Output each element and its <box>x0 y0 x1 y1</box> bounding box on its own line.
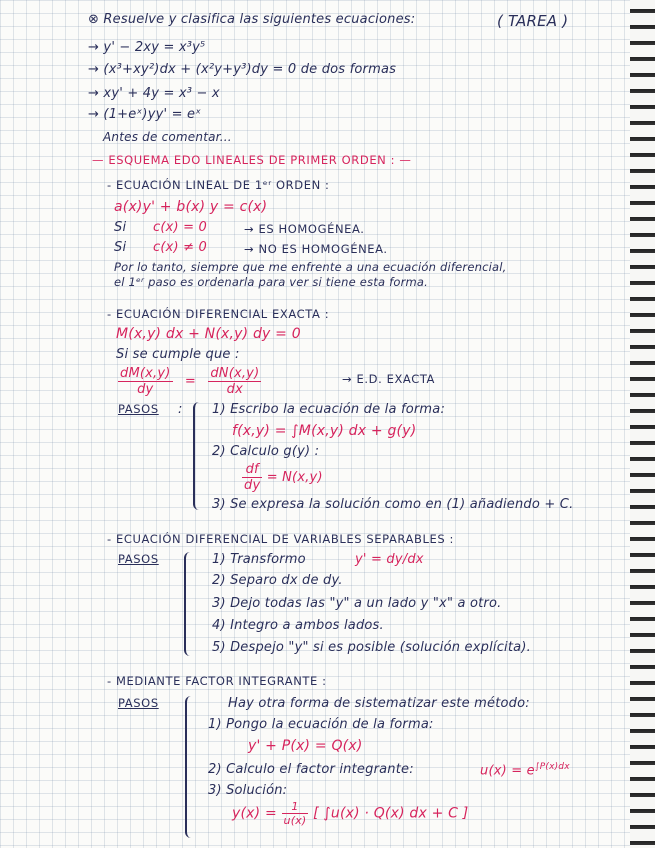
integrating-factor-heading: - MEDIANTE FACTOR INTEGRANTE : <box>107 674 327 688</box>
separable-step-2: 2) Separo dx de dy. <box>212 573 343 588</box>
spiral-binding <box>630 0 655 848</box>
exact-result: → E.D. EXACTA <box>342 372 436 386</box>
note-line-1: Por lo tanto, siempre que me enfrente a una ecuación diferencial, <box>114 260 507 274</box>
steps-brace <box>193 402 203 510</box>
nonhomogeneous-result: → NO ES HOMOGÉNEA. <box>244 242 388 256</box>
exercise-1: → y' − 2xy = x³y⁵ <box>88 40 206 55</box>
integrating-factor-formula <box>480 762 570 778</box>
integrating-step-1-formula: y' + P(x) = Q(x) <box>248 738 363 754</box>
exact-step-3: 3) Se expresa la solución como en (1) añadiendo + C. <box>212 497 574 512</box>
note-line-2: el 1ᵉʳ paso es ordenarla para ver si tiene esta forma. <box>114 275 429 289</box>
steps-label: PASOS <box>118 402 159 416</box>
df-numerator: df <box>242 462 262 478</box>
separable-heading: - ECUACIÓN DIFERENCIAL DE VARIABLES SEPARABLES : <box>107 532 455 546</box>
exact-step-1: 1) Escribo la ecuación de la forma: <box>212 402 446 417</box>
separable-step-1: 1) Transformo <box>212 552 306 567</box>
dm-denominator: dy <box>137 382 154 397</box>
homogeneous-condition: c(x) = 0 <box>153 220 208 235</box>
solution-lhs: y(x) = <box>232 805 277 822</box>
exact-step-1-formula: f(x,y) = ∫M(x,y) dx + g(y) <box>232 423 417 439</box>
si-label: Si <box>114 240 127 255</box>
steps-brace <box>185 696 195 838</box>
exercise-4: → (1+eˣ)yy' = eˣ <box>88 107 202 122</box>
integrating-step-1: 1) Pongo la ecuación de la forma: <box>208 717 434 732</box>
linear-heading: - ECUACIÓN LINEAL DE 1ᵉʳ ORDEN : <box>107 178 330 192</box>
steps-brace <box>184 552 194 656</box>
exact-step-2-formula <box>242 462 323 493</box>
linear-equation: a(x)y' + b(x) y = c(x) <box>114 199 268 215</box>
steps-colon: : <box>178 402 183 417</box>
separable-step-5: 5) Despejo "y" si es posible (solución explícita). <box>212 640 531 655</box>
separable-step-4: 4) Integro a ambos lados. <box>212 618 384 633</box>
homework-label: ( TAREA ) <box>497 12 569 30</box>
df-equals: = N(x,y) <box>266 470 323 485</box>
intro-line: ⊗ Resuelve y clasifica las siguientes ecuaciones: <box>88 12 416 27</box>
solution-formula <box>232 800 468 827</box>
nonhomogeneous-condition: c(x) ≠ 0 <box>153 240 208 255</box>
exact-equation: M(x,y) dx + N(x,y) dy = 0 <box>116 326 301 342</box>
solution-denominator: u(x) <box>283 814 307 827</box>
integrating-step-2: 2) Calculo el factor integrante: <box>208 762 414 777</box>
homogeneous-result: → ES HOMOGÉNEA. <box>244 222 365 236</box>
condition-intro: Si se cumple que : <box>116 347 240 362</box>
solution-integral: [ ∫u(x) · Q(x) dx + C ] <box>313 805 469 822</box>
section-title: — ESQUEMA EDO LINEALES DE PRIMER ORDEN : — <box>92 153 412 167</box>
df-denominator: dy <box>244 478 261 493</box>
dn-denominator: dx <box>226 382 244 397</box>
dn-numerator: dN(x,y) <box>210 366 260 381</box>
steps-label: PASOS <box>118 552 159 566</box>
separable-step-3: 3) Dejo todas las "y" a un lado y "x" a otro. <box>212 596 502 611</box>
integrating-step-3: 3) Solución: <box>208 783 288 798</box>
dm-numerator: dM(x,y) <box>120 366 171 381</box>
equals-sign: = <box>184 374 196 389</box>
before-commenting: Antes de comentar... <box>103 130 232 144</box>
separable-step-1-formula: y' = dy/dx <box>355 552 424 567</box>
si-label: Si <box>114 220 127 235</box>
steps-label: PASOS <box>118 696 159 710</box>
exactness-condition <box>118 366 261 397</box>
factor-exponent: ∫P(x)dx <box>534 762 570 772</box>
solution-numerator: 1 <box>282 800 309 814</box>
exact-step-2: 2) Calculo g(y) : <box>212 444 320 459</box>
exact-heading: - ECUACIÓN DIFERENCIAL EXACTA : <box>107 307 330 321</box>
exercise-3: → xy' + 4y = x³ − x <box>88 86 220 101</box>
exercise-2: → (x³+xy²)dx + (x²y+y³)dy = 0 de dos formas <box>88 62 397 77</box>
integrating-intro: Hay otra forma de sistematizar este método: <box>228 696 530 711</box>
factor-base: u(x) = e <box>480 763 535 779</box>
